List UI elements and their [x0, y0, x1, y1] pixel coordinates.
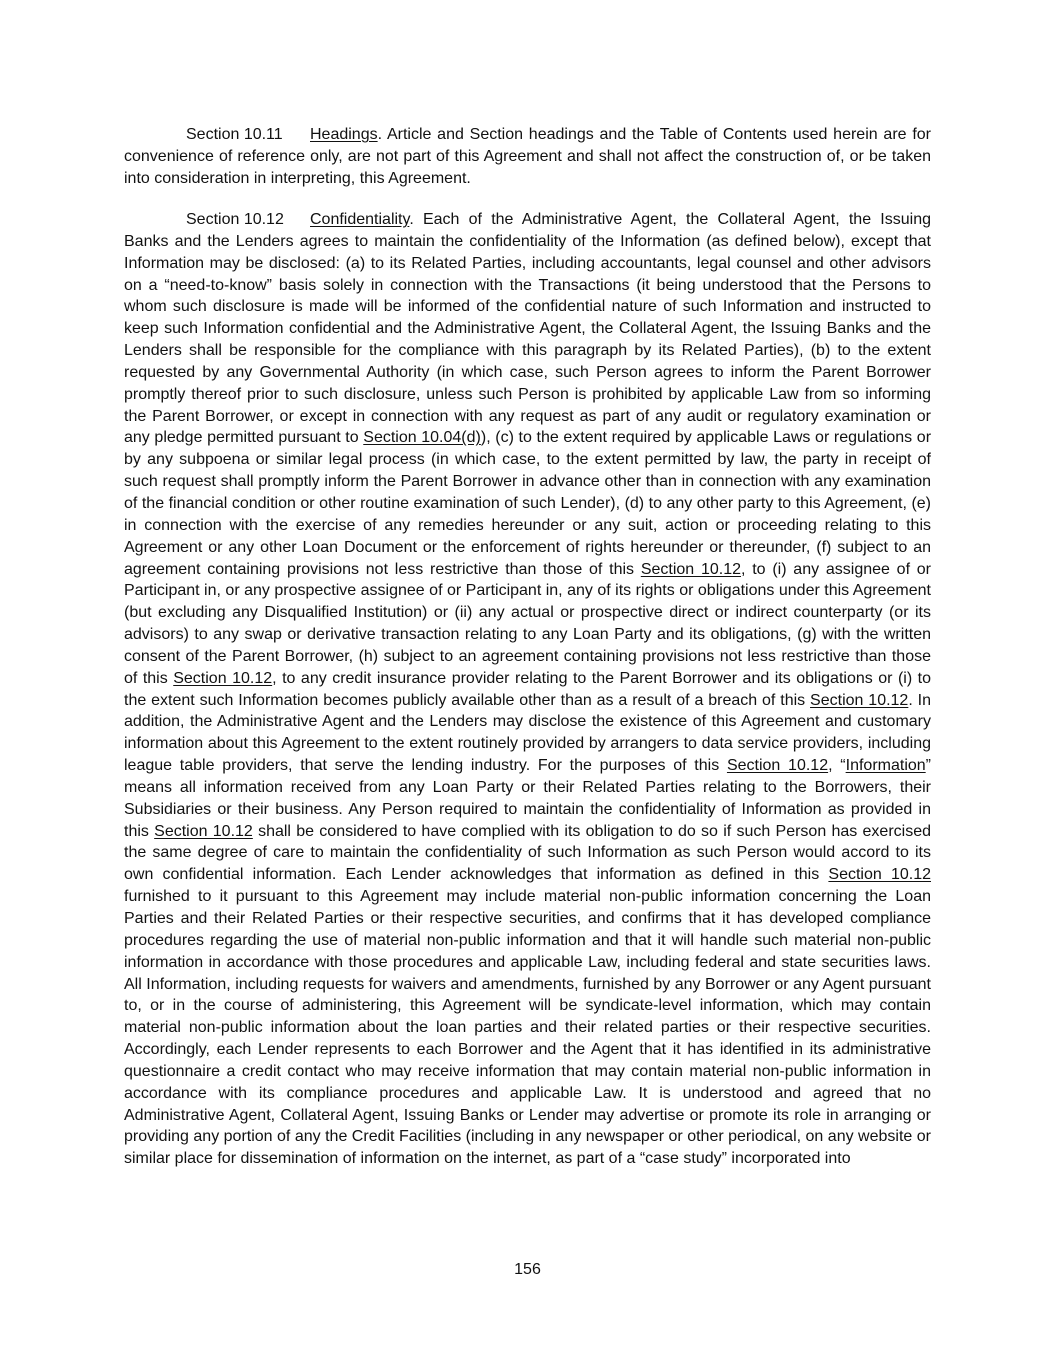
- section-heading: Confidentiality: [310, 211, 410, 228]
- section-text: shall be considered to have complied with its obligation to do so if such Person has exercised the same degree of care to maintain the confidentiality of such Information as such Person would accord to its own confidential information. Each Lender acknowledges that information as defined in this: [124, 822, 932, 884]
- section-text: , to any credit insurance provider relating to the Parent Borrower and its obligations or (i) to the extent such Information becomes publicly available other than as a result of a breach of this: [124, 669, 931, 709]
- section-number: Section 10.12: [186, 211, 284, 228]
- cross-reference: Section 10.12: [640, 560, 741, 578]
- defined-term: Information: [845, 757, 926, 775]
- section-text: ), (c) to the extent required by applicable Laws or regulations or by any subpoena or similar legal process (in which case, to the extent permitted by law, the party in receipt of such request shall promptly inform the Parent Borrower in advance other than in connection with any examination of the financial condition or other routine examination of such Lender), (d) to any other party to this Agreement, (e) in connection with the exercise of any remedies hereunder or any suit, action or proceeding relating to this Agreement or any other Loan Document or the enforcement of rights hereunder or thereunder, (f) subject to an agreement containing provisions not less restrictive than those of this: [124, 429, 932, 578]
- section-text: ” means all information received from any Loan Party or their Related Parties relating to the Borrowers, their Subsidiaries or their business. Any Person required to maintain the confidentiality of Information as provided in this: [124, 757, 931, 840]
- section-text: . Each of the Administrative Agent, the Collateral Agent, the Issuing Banks and the Lenders agrees to maintain the confidentiality of the Information (as defined below), except that Information may be disclosed: (a) to its Related Parties, including accountants, legal counsel and other advisors on a “need-to-know” basis solely in connection with the Transactions (it being understood that the Persons to whom such disclosure is made will be informed of the confidential nature of such Information and instructed to keep such Information confidential and the Administrative Agent, the Collateral Agent, the Issuing Banks and the Lenders shall be responsible for the compliance with this paragraph by its Related Parties), (b) to the extent requested by any Governmental Authority (in which case, such Person agrees to inform the Parent Borrower promptly thereof prior to such disclosure, unless such Person is prohibited by applicable Law from so informing the Parent Borrower, or except in connection with any request as part of any audit or regulatory examination or any pledge permitted pursuant to: [124, 211, 931, 447]
- section-10-11-paragraph: [124, 124, 931, 190]
- cross-reference: Section 10.04(d): [363, 429, 481, 447]
- section-heading: Headings: [310, 126, 378, 143]
- cross-reference: Section 10.12: [173, 669, 273, 687]
- section-number: Section 10.11: [186, 126, 283, 143]
- section-text: furnished to it pursuant to this Agreement may include material non-public information concerning the Loan Parties and their Related Parties or their respective securities, and confirms that it has developed compliance procedures regarding the use of material non-public information and that it will handle such material non-public information in accordance with those procedures and applicable Law, including federal and state securities laws. All Information, including requests for waivers and amendments, furnished by any Borrower or any Agent pursuant to, or in the course of administering, this Agreement will be syndicate-level information, which may contain material non-public information about the loan parties and their related parties or their respective securities. Accordingly, each Lender represents to each Borrower and the Agent that it has identified in its administrative questionnaire a credit contact who may receive information that may contain material non-public information in accordance with its compliance procedures and applicable Law. It is understood and agreed that no Administrative Agent, Collateral Agent, Issuing Banks or Lender may advertise or promote its role in arranging or providing any portion of any the Credit Facilities (including in any newspaper or other periodical, on any website or similar place for dissemination of information on the internet, as part of a “case study” incorporated into: [124, 888, 931, 1168]
- page-number: 156: [514, 1261, 541, 1278]
- cross-reference: Section 10.12: [726, 757, 829, 775]
- section-text: , “: [828, 757, 846, 775]
- section-text: , to (i) any assignee of or Participant in, or any prospective assignee of or Participant in, any of its rights or obligations under this Agreement (but excluding any Disqualified Institution) or (ii) any actual or prospective direct or indirect counterparty (or its advisors) to any swap or derivative transaction relating to any Loan Party and its obligations, (g) with the written consent of the Parent Borrower, (h) subject to an agreement containing provisions not less restrictive than those of this: [124, 560, 932, 687]
- section-text: . In addition, the Administrative Agent and the Lenders may disclose the existence of this Agreement and customary information about this Agreement to the extent routinely provided by arrangers to data service providers, including league table providers, that serve the lending industry. For the purposes of this: [124, 691, 932, 775]
- cross-reference: Section 10.12: [154, 822, 253, 840]
- section-text: . Article and Section headings and the Table of Contents used herein are for convenience of reference only, are not part of this Agreement and shall not affect the construction of, or be taken into consideration in interpreting, this Agreement.: [124, 126, 931, 187]
- section-10-12-paragraph: [124, 209, 931, 1170]
- cross-reference: Section 10.12: [810, 691, 909, 709]
- cross-reference: Section 10.12: [828, 866, 931, 884]
